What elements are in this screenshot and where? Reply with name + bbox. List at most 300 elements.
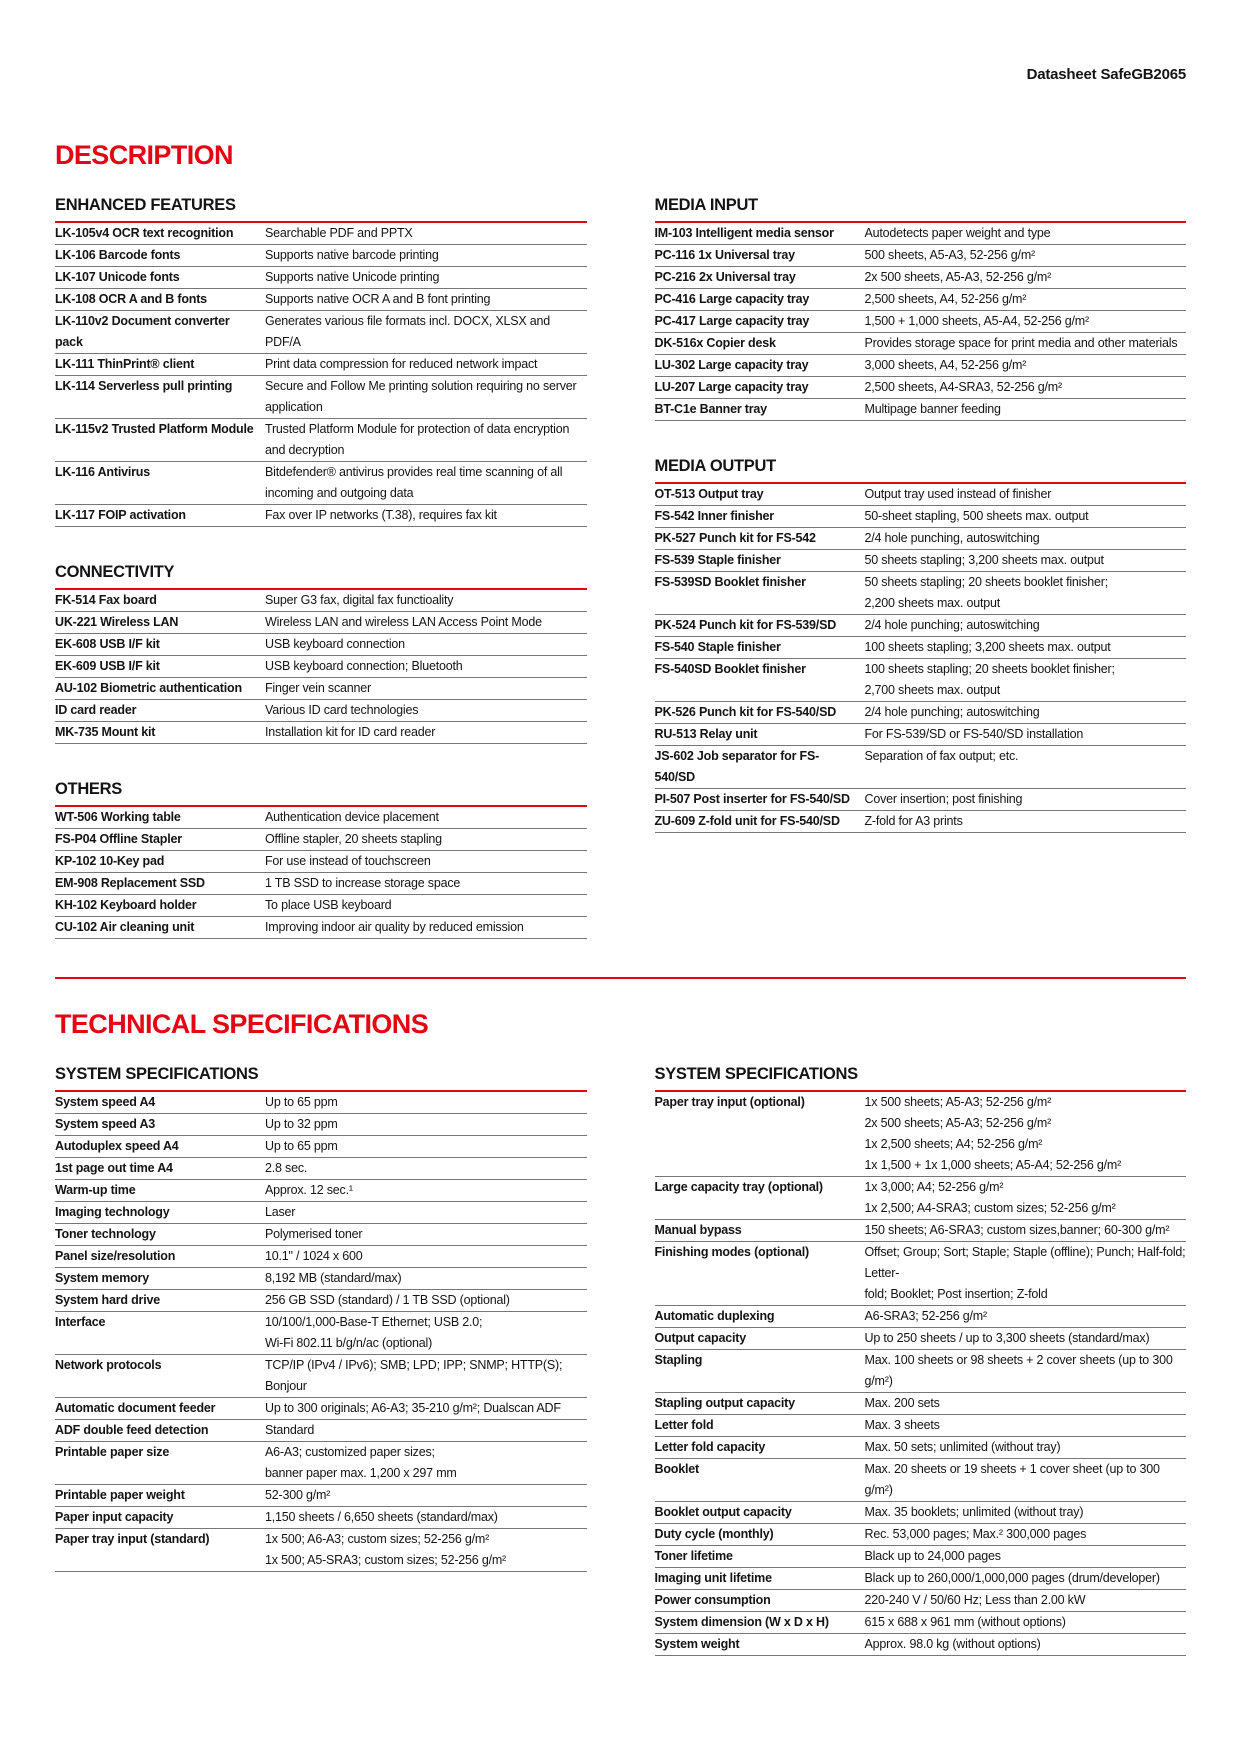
spec-value (865, 659, 1187, 701)
spec-value (865, 333, 1187, 354)
spec-value-line: 2x 500 sheets, A5-A3, 52-256 g/m² (864, 270, 1052, 284)
spec-value (865, 311, 1187, 332)
spec-value-line: Black up to 260,000/1,000,000 pages (drum/developer) (864, 1571, 1160, 1585)
spec-value-line: fold; Booklet; Post insertion; Z-fold (864, 1287, 1048, 1301)
spec-value-line: Bitdefender® antivirus provides real time scanning of all (265, 465, 563, 479)
spec-value (865, 1568, 1187, 1589)
spec-value (865, 355, 1187, 376)
spec-row (55, 656, 587, 678)
spec-label: FS-539 Staple finisher (654, 553, 781, 567)
spec-label: Letter fold capacity (654, 1440, 766, 1454)
spec-value (265, 1202, 587, 1223)
spec-value-line: Finger vein scanner (265, 681, 371, 695)
spec-label: KH-102 Keyboard holder (55, 898, 197, 912)
spec-value (865, 572, 1187, 614)
spec-value (865, 484, 1187, 505)
spec-value-line: Polymerised toner (265, 1227, 363, 1241)
spec-value-line: 220-240 V / 50/60 Hz; Less than 2.00 kW (864, 1593, 1086, 1607)
spec-value-line: banner paper max. 1,200 x 297 mm (265, 1466, 457, 1480)
spec-value (865, 637, 1187, 658)
spec-row (55, 1224, 587, 1246)
spec-value-line: 2.8 sec. (265, 1161, 308, 1175)
spec-row (55, 1180, 587, 1202)
spec-value (865, 746, 1187, 767)
spec-row (655, 746, 1187, 789)
spec-row (655, 1524, 1187, 1546)
spec-value (265, 590, 587, 611)
spec-section (655, 196, 1187, 421)
spec-label: LK-111 ThinPrint® client (55, 357, 195, 371)
spec-value-line: Various ID card technologies (265, 703, 419, 717)
spec-label: Letter fold (654, 1418, 714, 1432)
spec-row (55, 1312, 587, 1355)
spec-value-line: 100 sheets stapling; 20 sheets booklet finisher; (864, 662, 1115, 676)
spec-row (55, 289, 587, 311)
spec-label: System hard drive (55, 1293, 160, 1307)
spec-row (55, 612, 587, 634)
spec-section (55, 196, 587, 527)
spec-value (865, 1590, 1187, 1611)
spec-row (55, 829, 587, 851)
spec-row (655, 1502, 1187, 1524)
spec-value (865, 223, 1187, 244)
spec-label: 1st page out time A4 (55, 1161, 173, 1175)
spec-value-line: Offline stapler, 20 sheets stapling (265, 832, 442, 846)
spec-label: EM-908 Replacement SSD (55, 876, 205, 890)
spec-value-line: 1x 2,500; A4-SRA3; custom sizes; 52-256 g/m² (864, 1201, 1116, 1215)
spec-section (55, 563, 587, 744)
section-divider (55, 977, 1186, 979)
spec-row (655, 1568, 1187, 1590)
spec-label: Interface (55, 1315, 106, 1329)
spec-value-line: Up to 32 ppm (265, 1117, 338, 1131)
spec-value-line: 2/4 hole punching; autoswitching (864, 705, 1040, 719)
spec-label: Large capacity tray (optional) (654, 1180, 823, 1194)
spec-value-line: Improving indoor air quality by reduced emission (265, 920, 524, 934)
document-header (55, 66, 1186, 84)
spec-value (865, 1524, 1187, 1545)
section-title: CONNECTIVITY (55, 563, 587, 590)
spec-label: PK-527 Punch kit for FS-542 (654, 531, 816, 545)
spec-label: Paper tray input (optional) (654, 1095, 805, 1109)
spec-row (55, 267, 587, 289)
spec-label: Autoduplex speed A4 (55, 1139, 179, 1153)
spec-value (865, 615, 1187, 636)
spec-row (655, 702, 1187, 724)
spec-value-line: 2,500 sheets, A4-SRA3, 52-256 g/m² (864, 380, 1062, 394)
spec-row (55, 590, 587, 612)
spec-value (265, 1485, 587, 1506)
spec-label: LK-117 FOIP activation (55, 508, 186, 522)
spec-label: PC-216 2x Universal tray (654, 270, 796, 284)
spec-value-line: Z-fold for A3 prints (864, 814, 963, 828)
spec-row (655, 333, 1187, 355)
spec-value (865, 245, 1187, 266)
spec-value (265, 223, 587, 244)
spec-row (655, 528, 1187, 550)
spec-value-line: Max. 3 sheets (864, 1418, 940, 1432)
spec-value-line: Generates various file formats incl. DOCX, XLSX and PDF/A (265, 314, 551, 349)
spec-value (865, 1546, 1187, 1567)
spec-value-line: 100 sheets stapling; 3,200 sheets max. output (864, 640, 1111, 654)
spec-row (655, 659, 1187, 702)
spec-row (655, 789, 1187, 811)
spec-value (265, 1136, 587, 1157)
spec-value-line: For use instead of touchscreen (265, 854, 431, 868)
spec-value-line: Super G3 fax, digital fax functioality (265, 593, 454, 607)
spec-value (865, 267, 1187, 288)
spec-label: Power consumption (654, 1593, 771, 1607)
spec-row (655, 289, 1187, 311)
spec-row (655, 223, 1187, 245)
section-title: SYSTEM SPECIFICATIONS (655, 1065, 1187, 1092)
spec-value (265, 1507, 587, 1528)
spec-row (655, 572, 1187, 615)
spec-value-line: Fax over IP networks (T.38), requires fax kit (265, 508, 497, 522)
spec-label: System speed A4 (55, 1095, 156, 1109)
spec-label: Paper tray input (standard) (55, 1532, 210, 1546)
spec-value-line: 10/100/1,000-Base-T Ethernet; USB 2.0; (265, 1315, 483, 1329)
spec-value-line: Max. 200 sets (864, 1396, 940, 1410)
section-title: ENHANCED FEATURES (55, 196, 587, 223)
spec-row (55, 419, 587, 462)
spec-value-line: USB keyboard connection; Bluetooth (265, 659, 463, 673)
section-title: SYSTEM SPECIFICATIONS (55, 1065, 587, 1092)
spec-value-line: 615 x 688 x 961 mm (without options) (864, 1615, 1066, 1629)
spec-row (55, 1355, 587, 1398)
spec-section (55, 780, 587, 939)
spec-value-line: A6-SRA3; 52-256 g/m² (864, 1309, 987, 1323)
spec-label: ID card reader (55, 703, 137, 717)
spec-value (865, 1612, 1187, 1633)
spec-row (55, 376, 587, 419)
spec-row (55, 1268, 587, 1290)
spec-value-line: To place USB keyboard (265, 898, 392, 912)
spec-value (265, 1114, 587, 1135)
spec-value (865, 1092, 1187, 1176)
spec-value-line: 150 sheets; A6-SRA3; custom sizes,banner; 60-300 g/m² (864, 1223, 1170, 1237)
spec-value (865, 789, 1187, 810)
spec-value (265, 1355, 587, 1397)
spec-label: Manual bypass (654, 1223, 742, 1237)
spec-value-line: Up to 65 ppm (265, 1095, 338, 1109)
spec-label: Booklet output capacity (654, 1505, 792, 1519)
spec-label: Duty cycle (monthly) (654, 1527, 774, 1541)
spec-value-line: Laser (265, 1205, 296, 1219)
spec-value-line: 1x 500 sheets; A5-A3; 52-256 g/m² (864, 1095, 1052, 1109)
spec-label: ADF double feed detection (55, 1423, 209, 1437)
spec-label: RU-513 Relay unit (654, 727, 758, 741)
spec-value-line: Up to 300 originals; A6-A3; 35-210 g/m²; Dualscan ADF (265, 1401, 561, 1415)
spec-value-line: Wireless LAN and wireless LAN Access Point Mode (265, 615, 542, 629)
spec-label: Network protocols (55, 1358, 162, 1372)
spec-value (265, 895, 587, 916)
spec-label: LK-105v4 OCR text recognition (55, 226, 234, 240)
spec-value (265, 354, 587, 375)
spec-row (655, 724, 1187, 746)
spec-value (265, 267, 587, 288)
spec-value (265, 1224, 587, 1245)
spec-value (865, 1437, 1187, 1458)
spec-label: Automatic document feeder (55, 1401, 216, 1415)
spec-row (655, 1328, 1187, 1350)
spec-value-line: 50 sheets stapling; 20 sheets booklet finisher; (864, 575, 1109, 589)
spec-label: LK-110v2 Document converter pack (55, 314, 230, 349)
spec-value-line: 2/4 hole punching, autoswitching (864, 531, 1040, 545)
spec-label: Output capacity (654, 1331, 746, 1345)
spec-value (265, 634, 587, 655)
spec-value-line: 1x 2,500 sheets; A4; 52-256 g/m² (864, 1137, 1043, 1151)
spec-label: FS-539SD Booklet finisher (654, 575, 806, 589)
spec-label: EK-609 USB I/F kit (55, 659, 160, 673)
technical-column-right (655, 1065, 1187, 1656)
spec-value-line: Rec. 53,000 pages; Max.² 300,000 pages (864, 1527, 1087, 1541)
spec-label: Toner lifetime (654, 1549, 733, 1563)
spec-value (265, 1246, 587, 1267)
spec-value (865, 1393, 1187, 1414)
spec-value (865, 289, 1187, 310)
spec-value (265, 1092, 587, 1113)
spec-value-line: USB keyboard connection (265, 637, 405, 651)
spec-value-line: Multipage banner feeding (864, 402, 1001, 416)
spec-label: JS-602 Job separator for FS-540/SD (654, 749, 820, 784)
spec-row (55, 462, 587, 505)
spec-value-line: Print data compression for reduced network impact (265, 357, 538, 371)
spec-label: Warm-up time (55, 1183, 136, 1197)
spec-value (865, 724, 1187, 745)
spec-value (265, 505, 587, 526)
spec-value (865, 377, 1187, 398)
spec-value-line: Offset; Group; Sort; Staple; Staple (offline); Punch; Half-fold; Letter- (864, 1245, 1186, 1280)
spec-row (655, 1634, 1187, 1656)
spec-value (265, 678, 587, 699)
spec-label: System dimension (W x D x H) (654, 1615, 829, 1629)
spec-value-line: TCP/IP (IPv4 / IPv6); SMB; LPD; IPP; SNMP; HTTP(S); Bonjour (265, 1358, 563, 1393)
spec-value (865, 399, 1187, 420)
spec-row (655, 1306, 1187, 1328)
spec-value-line: Approx. 12 sec.¹ (265, 1183, 353, 1197)
spec-value-line: Separation of fax output; etc. (864, 749, 1019, 763)
spec-label: KP-102 10-Key pad (55, 854, 165, 868)
spec-value-line: Supports native OCR A and B font printing (265, 292, 491, 306)
spec-value-line: 8,192 MB (standard/max) (265, 1271, 402, 1285)
spec-value (265, 289, 587, 310)
spec-label: LU-302 Large capacity tray (654, 358, 809, 372)
section-title: MEDIA INPUT (655, 196, 1187, 223)
spec-value (865, 1328, 1187, 1349)
spec-value (865, 506, 1187, 527)
spec-label: LK-106 Barcode fonts (55, 248, 181, 262)
spec-row (655, 1242, 1187, 1306)
spec-row (655, 245, 1187, 267)
spec-value (865, 1634, 1187, 1655)
spec-label: OT-513 Output tray (654, 487, 764, 501)
spec-value-line: 3,000 sheets, A4, 52-256 g/m² (864, 358, 1027, 372)
spec-row (655, 1350, 1187, 1393)
spec-value-line: Authentication device placement (265, 810, 439, 824)
spec-row (55, 1290, 587, 1312)
spec-row (655, 637, 1187, 659)
spec-value-line: 1,500 + 1,000 sheets, A5-A4, 52-256 g/m² (864, 314, 1089, 328)
spec-value (265, 612, 587, 633)
spec-value (865, 528, 1187, 549)
spec-label: LK-115v2 Trusted Platform Module (55, 422, 254, 436)
spec-value (265, 1268, 587, 1289)
spec-value-line: Max. 20 sheets or 19 sheets + 1 cover sheet (up to 300 g/m²) (864, 1462, 1160, 1497)
spec-value-line: 1,150 sheets / 6,650 sheets (standard/max) (265, 1510, 498, 1524)
spec-value-line: For FS-539/SD or FS-540/SD installation (864, 727, 1084, 741)
spec-row (55, 1420, 587, 1442)
spec-row (655, 1415, 1187, 1437)
spec-label: PC-417 Large capacity tray (654, 314, 810, 328)
spec-label: Automatic duplexing (654, 1309, 775, 1323)
spec-row (655, 399, 1187, 421)
spec-label: LK-108 OCR A and B fonts (55, 292, 207, 306)
spec-row (655, 1546, 1187, 1568)
spec-label: PK-526 Punch kit for FS-540/SD (654, 705, 837, 719)
spec-row (55, 851, 587, 873)
section-title: MEDIA OUTPUT (655, 457, 1187, 484)
spec-label: Stapling (654, 1353, 703, 1367)
spec-value (265, 1180, 587, 1201)
spec-row (655, 311, 1187, 333)
spec-value (265, 1158, 587, 1179)
spec-label: LK-116 Antivirus (55, 465, 150, 479)
spec-value-line: and decryption (265, 443, 345, 457)
spec-value (265, 311, 587, 353)
spec-label: WT-506 Working table (55, 810, 181, 824)
spec-value-line: 50 sheets stapling; 3,200 sheets max. output (864, 553, 1104, 567)
spec-value-line: 256 GB SSD (standard) / 1 TB SSD (optional) (265, 1293, 510, 1307)
spec-value-line: Standard (265, 1423, 315, 1437)
spec-value-line: Provides storage space for print media and other materials (864, 336, 1178, 350)
spec-value (265, 829, 587, 850)
spec-label: Imaging unit lifetime (654, 1571, 772, 1585)
spec-label: ZU-609 Z-fold unit for FS-540/SD (654, 814, 840, 828)
spec-label: Booklet (654, 1462, 699, 1476)
spec-label: PC-416 Large capacity tray (654, 292, 810, 306)
spec-value (265, 1442, 587, 1484)
spec-value-line: Max. 100 sheets or 98 sheets + 2 cover sheets (up to 300 g/m²) (864, 1353, 1173, 1388)
spec-row (55, 1202, 587, 1224)
spec-label: System memory (55, 1271, 149, 1285)
spec-label: FK-514 Fax board (55, 593, 157, 607)
spec-label: System weight (654, 1637, 740, 1651)
spec-row (55, 1092, 587, 1114)
spec-row (655, 1437, 1187, 1459)
spec-value (865, 1242, 1187, 1305)
spec-value-line: 1x 500; A6-A3; custom sizes; 52-256 g/m² (265, 1532, 490, 1546)
spec-row (655, 1612, 1187, 1634)
spec-value-line: Up to 250 sheets / up to 3,300 sheets (standard/max) (864, 1331, 1150, 1345)
technical-column-left (55, 1065, 587, 1572)
spec-row (655, 1393, 1187, 1415)
description-column-left (55, 196, 587, 939)
spec-value-line: 52-300 g/m² (265, 1488, 331, 1502)
spec-row (55, 873, 587, 895)
spec-value-line: Secure and Follow Me printing solution requiring no server application (265, 379, 577, 414)
spec-value (265, 1290, 587, 1311)
spec-row (55, 505, 587, 527)
spec-row (55, 700, 587, 722)
spec-section (655, 457, 1187, 833)
spec-value-line: Approx. 98.0 kg (without options) (864, 1637, 1041, 1651)
spec-value-line: 1x 3,000; A4; 52-256 g/m² (864, 1180, 1004, 1194)
spec-value (265, 656, 587, 677)
spec-value (865, 811, 1187, 832)
spec-label: Stapling output capacity (654, 1396, 795, 1410)
spec-value (865, 702, 1187, 723)
technical-columns (55, 1065, 1186, 1656)
spec-row (655, 1177, 1187, 1220)
spec-row (55, 223, 587, 245)
spec-label: AU-102 Biometric authentication (55, 681, 242, 695)
spec-row (55, 1529, 587, 1572)
spec-value-line: Installation kit for ID card reader (265, 725, 436, 739)
spec-row (55, 1442, 587, 1485)
spec-value (865, 1177, 1187, 1219)
spec-row (55, 354, 587, 376)
spec-label: CU-102 Air cleaning unit (55, 920, 195, 934)
spec-row (55, 245, 587, 267)
spec-row (55, 1246, 587, 1268)
spec-value (865, 1459, 1187, 1501)
spec-label: System speed A3 (55, 1117, 156, 1131)
spec-value-line: Trusted Platform Module for protection of data encryption (265, 422, 570, 436)
spec-row (655, 1220, 1187, 1242)
spec-row (55, 1136, 587, 1158)
spec-row (655, 1092, 1187, 1177)
spec-value-line: 2/4 hole punching; autoswitching (864, 618, 1040, 632)
spec-row (655, 355, 1187, 377)
spec-label: PC-116 1x Universal tray (654, 248, 795, 262)
spec-row (55, 722, 587, 744)
spec-value (865, 1306, 1187, 1327)
spec-row (655, 1590, 1187, 1612)
spec-value (865, 1220, 1187, 1241)
document-title: Datasheet SafeGB2065 (1026, 66, 1186, 83)
spec-value-line: Supports native barcode printing (265, 248, 439, 262)
spec-value-line: 10.1" / 1024 x 600 (265, 1249, 363, 1263)
spec-value (265, 722, 587, 743)
spec-section (55, 1065, 587, 1572)
technical-specifications-heading: TECHNICAL SPECIFICATIONS (55, 1009, 429, 1039)
spec-value-line: 1 TB SSD to increase storage space (265, 876, 461, 890)
spec-value-line: Black up to 24,000 pages (864, 1549, 1001, 1563)
spec-row (655, 615, 1187, 637)
spec-label: Imaging technology (55, 1205, 170, 1219)
spec-value-line: 1x 500; A5-SRA3; custom sizes; 52-256 g/m² (265, 1553, 507, 1567)
spec-value-line: 2,500 sheets, A4, 52-256 g/m² (864, 292, 1027, 306)
spec-row (655, 811, 1187, 833)
spec-value-line: 1x 1,500 + 1x 1,000 sheets; A5-A4; 52-256 g/m² (864, 1158, 1122, 1172)
spec-label: FS-P04 Offline Stapler (55, 832, 182, 846)
spec-row (55, 1158, 587, 1180)
spec-value (265, 917, 587, 938)
spec-label: FS-542 Inner finisher (654, 509, 774, 523)
spec-label: UK-221 Wireless LAN (55, 615, 179, 629)
spec-value (265, 1420, 587, 1441)
spec-label: LK-107 Unicode fonts (55, 270, 180, 284)
spec-row (55, 634, 587, 656)
spec-row (655, 550, 1187, 572)
spec-value-line: 500 sheets, A5-A3, 52-256 g/m² (864, 248, 1035, 262)
spec-label: LU-207 Large capacity tray (654, 380, 809, 394)
spec-value (265, 1529, 587, 1571)
spec-value-line: Up to 65 ppm (265, 1139, 338, 1153)
spec-label: Toner technology (55, 1227, 156, 1241)
spec-row (55, 1485, 587, 1507)
